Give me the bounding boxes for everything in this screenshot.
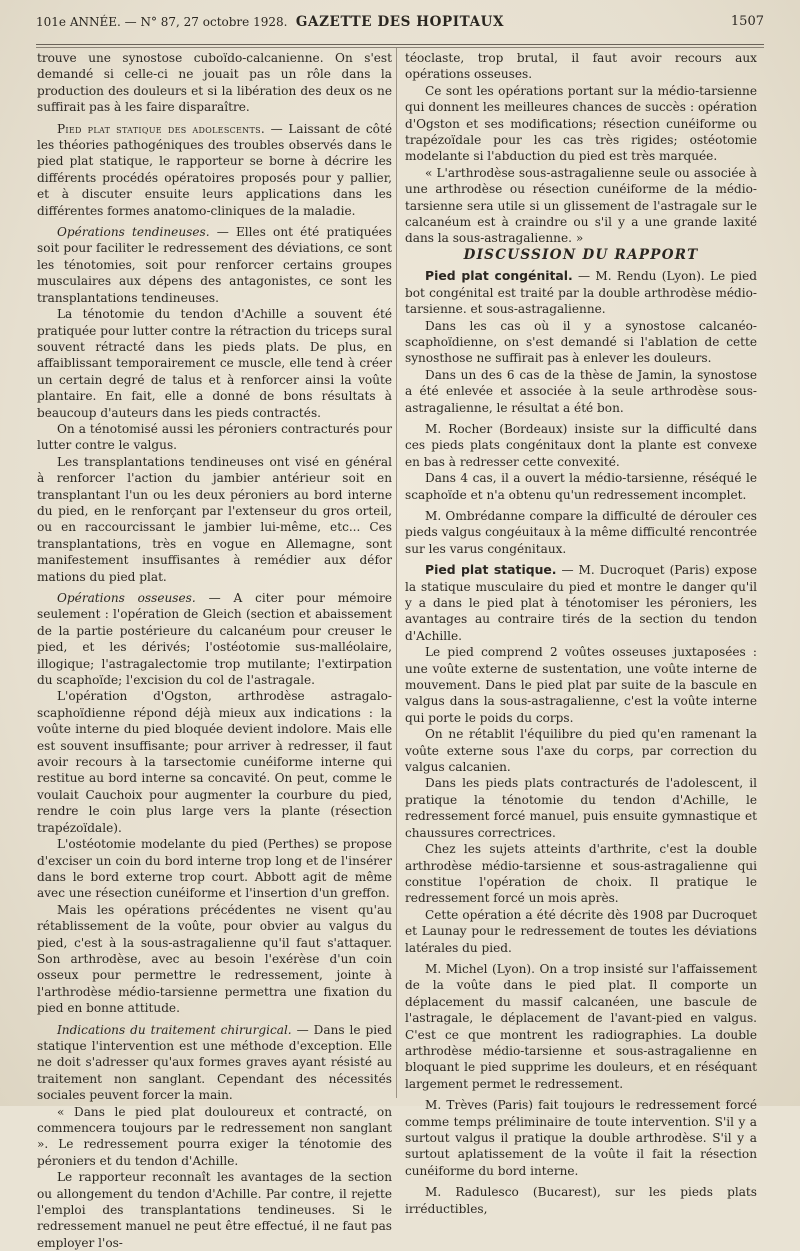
- paragraph: [405, 83, 757, 165]
- paragraph-text: trouve une synostose cuboïdo-calcanienne. On s'est demandé si celle-ci ne jouait pas un rôle dans la production des douleurs et si la libération des deux os ne suffirait pas à les faire disparaître.: [37, 51, 392, 115]
- paragraph-text: M. Rocher (Bordeaux) insiste sur la difficulté dans ces pieds plats congénitaux dont la plante est convexe en bas à redresser cette convexité.: [405, 421, 757, 469]
- header-rule-secondary: [36, 47, 764, 48]
- paragraph-text: DISCUSSION DU RAPPORT: [463, 246, 699, 263]
- paragraph-text: On ne rétablit l'équilibre du pied qu'en ramenant la voûte externe sous l'axe du corps, par correction du valgus calcanien.: [405, 727, 757, 775]
- paragraph-text: Les transplantations tendineuses ont visé en général à renforcer l'action du jambier antérieur soit en transplantant l'un ou les deux péroniers au bord interne du pied, en le renforçant par l'extenseur du gros orteil, ou en raccourcissant le jambier lui-même, etc... Ces transplantations, très en vogue en Allemagne, sont manifestement insuffisantes à remédier aux défor mations du pied plat.: [37, 454, 392, 584]
- paragraph-text: « Dans le pied plat douloureux et contracté, on commencera toujours par le redressement non sanglant ». Le redressement pourra exiger la ténotomie des péroniers et du tendon d'Achille.: [37, 1104, 392, 1168]
- paragraph-text: Dans un des 6 cas de la thèse de Jamin, la synostose a été enlevée et associée à la seule arthrodèse sous-astragalienne, le résultat a été bon.: [405, 367, 757, 415]
- paragraph: [405, 165, 757, 247]
- paragraph-lead: Pied plat congénital.: [425, 268, 573, 284]
- paragraph: [405, 726, 757, 775]
- right-column: [405, 50, 757, 1217]
- paragraph: [405, 562, 757, 644]
- paragraph: [37, 224, 392, 306]
- paragraph-text: Ce sont les opérations portant sur la médio-tarsienne qui donnent les meilleures chances de succès : opération d'Ogston et ses modifications; résection cunéiforme ou trapézoïdale pour les cas très rigides; ostéotomie modelante si l'abduction du pied est très marquée.: [405, 83, 757, 164]
- paragraph-text: téoclaste, trop brutal, il faut avoir recours aux opérations osseuses.: [405, 51, 757, 82]
- paragraph-text: Dans les cas où il y a synostose calcanéo-scaphoïdienne, on s'est demandé si l'ablation de cette synosthose ne suffirait pas à enlever les douleurs.: [405, 318, 757, 366]
- paragraph: [37, 306, 392, 421]
- paragraph-lead: Pied plat statique.: [425, 562, 557, 578]
- paragraph: [405, 775, 757, 841]
- issue-line: 101e ANNÉE. — N° 87, 27 octobre 1928.: [36, 15, 288, 29]
- paragraph: [37, 688, 392, 836]
- paragraph: [405, 508, 757, 557]
- paragraph: [37, 1169, 392, 1251]
- paragraph: [37, 454, 392, 585]
- paragraph-text: M. Radulesco (Bucarest), sur les pieds plats irréductibles,: [405, 1185, 757, 1216]
- paragraph: [405, 841, 757, 907]
- paragraph: [405, 1184, 757, 1217]
- paragraph-lead: Pied plat statique des adolescents.: [57, 121, 266, 136]
- paragraph-text: — Dans le pied statique l'intervention est une méthode d'exception. Elle ne doit s'adresser qu'aux formes graves ayant résisté au traitement non sanglant. Cependant des nécessités sociales peuvent forcer la main.: [37, 1022, 392, 1103]
- paragraph-text: Cette opération a été décrite dès 1908 par Ducroquet et Launay pour le redressement de toutes les déviations latérales du pied.: [405, 907, 757, 955]
- paragraph-text: Mais les opérations précédentes ne visent qu'au rétablissement de la voûte, pour obvier au valgus du pied, c'est à la sous-astragalienne qu'il faut s'attaquer. Son arthrodèse, avec au besoin l'exérèse d'un coin osseux pour permettre le redressement, jointe à l'arthrodèse médio-tarsienne permettra une fixation du pied en bonne attitude.: [37, 902, 392, 1016]
- paragraph-lead: Indications du traitement chirurgical.: [57, 1022, 292, 1037]
- paragraph-text: Dans les pieds plats contracturés de l'adolescent, il pratique la ténotomie du tendon d'Achille, le redressement forcé manuel, puis ensuite gymnastique et chaussures correctrices.: [405, 776, 757, 840]
- paragraph-text: M. Ombrédanne compare la difficulté de dérouler ces pieds valgus congéuitaux à la même difficulté rencontrée sur les varus congénitaux.: [405, 508, 757, 556]
- left-column: [37, 50, 392, 1251]
- paragraph: [37, 1104, 392, 1170]
- paragraph: [37, 590, 392, 688]
- paragraph: [405, 367, 757, 416]
- paragraph: [37, 50, 392, 116]
- paragraph: [405, 644, 757, 726]
- page-header: [36, 12, 764, 34]
- paragraph: [37, 121, 392, 219]
- journal-title: GAZETTE DES HOPITAUX: [295, 14, 505, 30]
- paragraph-lead: Opérations osseuses.: [57, 591, 196, 605]
- paragraph: [405, 1097, 757, 1179]
- paragraph: [405, 50, 757, 83]
- header-rule: [36, 44, 764, 45]
- paragraph-text: M. Michel (Lyon). On a trop insisté sur l'affaissement de la voûte dans le pied plat. Il comporte un déplacement du massif calcanéen, une bascule de l'astragale, le déplacement de l'avant-pied en valgus. C'est ce que montrent les radiographies. La double arthrodèse médio-tarsienne et sous-astragalienne en bloquant le pied supprime les douleurs, et en réséquant largement permet le redressement.: [405, 961, 757, 1091]
- paragraph: [37, 902, 392, 1017]
- paragraph: [405, 268, 757, 317]
- paragraph-lead: Opérations tendineuses.: [57, 225, 210, 240]
- paragraph-text: — A citer pour mémoire seulement : l'opération de Gleich (section et abaissement de la partie postérieure du calcanéum pour creuser le pied, et les dérivés; l'ostéotomie sus-malléolaire, illogique; l'astragalectomie trop mutilante; l'extirpation du scaphoïde; l'excision du col de l'astragale.: [37, 591, 392, 688]
- paragraph-text: Chez les sujets atteints d'arthrite, c'est la double arthrodèse médio-tarsienne et sous-astragalienne qui constitue l'opération de choix. Il pratique le redressement forcé un mois après.: [405, 842, 757, 906]
- paragraph: [37, 421, 392, 454]
- paragraph: [37, 1022, 392, 1104]
- paragraph-text: On a ténotomisé aussi les péroniers contracturés pour lutter contre le valgus.: [37, 421, 392, 453]
- section-heading: [405, 247, 757, 263]
- paragraph: [405, 961, 757, 1092]
- paragraph-text: — Laissant de côté les théories pathogéniques des troubles observés dans le pied plat statique, le rapporteur se borne à décrire les différents procédés opératoires proposés pour y pallier, et à discuter ensuite leurs applications dans les différentes formes anatomo-cliniques de la maladie.: [37, 121, 392, 218]
- column-divider: [396, 48, 397, 1098]
- paragraph-text: Dans 4 cas, il a ouvert la médio-tarsienne, réséqué le scaphoïde et n'a obtenu qu'un redressement incomplet.: [405, 471, 757, 502]
- paragraph-text: Le rapporteur reconnaît les avantages de la section ou allongement du tendon d'Achille. Par contre, il rejette l'emploi des transplantations tendineuses. Si le redressement manuel ne peut être effectué, il ne faut pas employer l'os-: [37, 1170, 392, 1250]
- paragraph: [37, 836, 392, 902]
- page-number: 1507: [730, 14, 764, 29]
- paragraph: [405, 421, 757, 470]
- paragraph-text: « L'arthrodèse sous-astragalienne seule ou associée à une arthrodèse ou résection cunéiforme de la médio-tarsienne sera utile si un glissement de l'astragale sur le calcanéum est à craindre ou s'il y a une grande laxité dans la sous-astragalienne. »: [405, 165, 757, 246]
- paragraph: [405, 907, 757, 956]
- paragraph-text: M. Trèves (Paris) fait toujours le redressement forcé comme temps préliminaire de toute intervention. S'il y a surtout valgus il pratique la double arthrodèse. S'il y a surtout aplatissement de la voûte il fait la résection cunéiforme du bord interne.: [405, 1098, 757, 1178]
- paragraph-text: La ténotomie du tendon d'Achille a souvent été pratiquée pour lutter contre la rétraction du triceps sural souvent rétracté dans les pieds plats. De plus, en affaiblissant temporairement ce muscle, elle tend à créer un certain degré de talus et à renforcer ainsi la voûte plantaire. En fait, elle a donné de bons résultats à beaucoup d'auteurs dans les pieds contractés.: [37, 307, 392, 420]
- paragraph: [405, 318, 757, 367]
- paragraph-text: — Elles ont été pratiquées soit pour faciliter le redressement des déviations, ce sont les ténotomies, soit pour renforcer certains groupes musculaires aux dépens des antagonistes, ce sont les transplantations tendineuses.: [37, 225, 393, 305]
- paragraph-text: Le pied comprend 2 voûtes osseuses juxtaposées : une voûte externe de sustentation, une voûte interne de mouvement. Dans le pied plat par suite de la bascule en valgus dans la sous-astragalienne, c'est la voûte interne qui porte le poids du corps.: [405, 645, 757, 725]
- paragraph-text: — M. Ducroquet (Paris) expose la statique musculaire du pied et montre le danger qu'il y a dans le pied plat à ténotomiser les péroniers, les avantages au contraire tirés de la section du tendon d'Achille.: [405, 563, 757, 643]
- paragraph: [405, 470, 757, 503]
- paragraph-text: L'ostéotomie modelante du pied (Perthes) se propose d'exciser un coin du bord interne trop long et de l'insérer dans le bord externe trop court. Abbott agit de même avec une résection cunéiforme et l'insertion d'un greffon.: [37, 837, 392, 901]
- paragraph-text: L'opération d'Ogston, arthrodèse astragalo-scaphoïdienne répond déjà mieux aux indications : la voûte interne du pied bloquée devient indolore. Mais elle est souvent insuffisante; pour arriver à redresser, il faut avoir recours à la tarsectomie cunéiforme interne qui restitue au bord interne sa concavité. On peut, comme le voulait Cauchoix pour augmenter la courbure du pied, rendre le coin plus large vers la plante (résection trapézoïdale).: [37, 689, 392, 835]
- paragraph-text: — M. Rendu (Lyon). Le pied bot congénital est traité par la double arthrodèse médio-tarsienne. et sous-astragalienne.: [405, 269, 757, 317]
